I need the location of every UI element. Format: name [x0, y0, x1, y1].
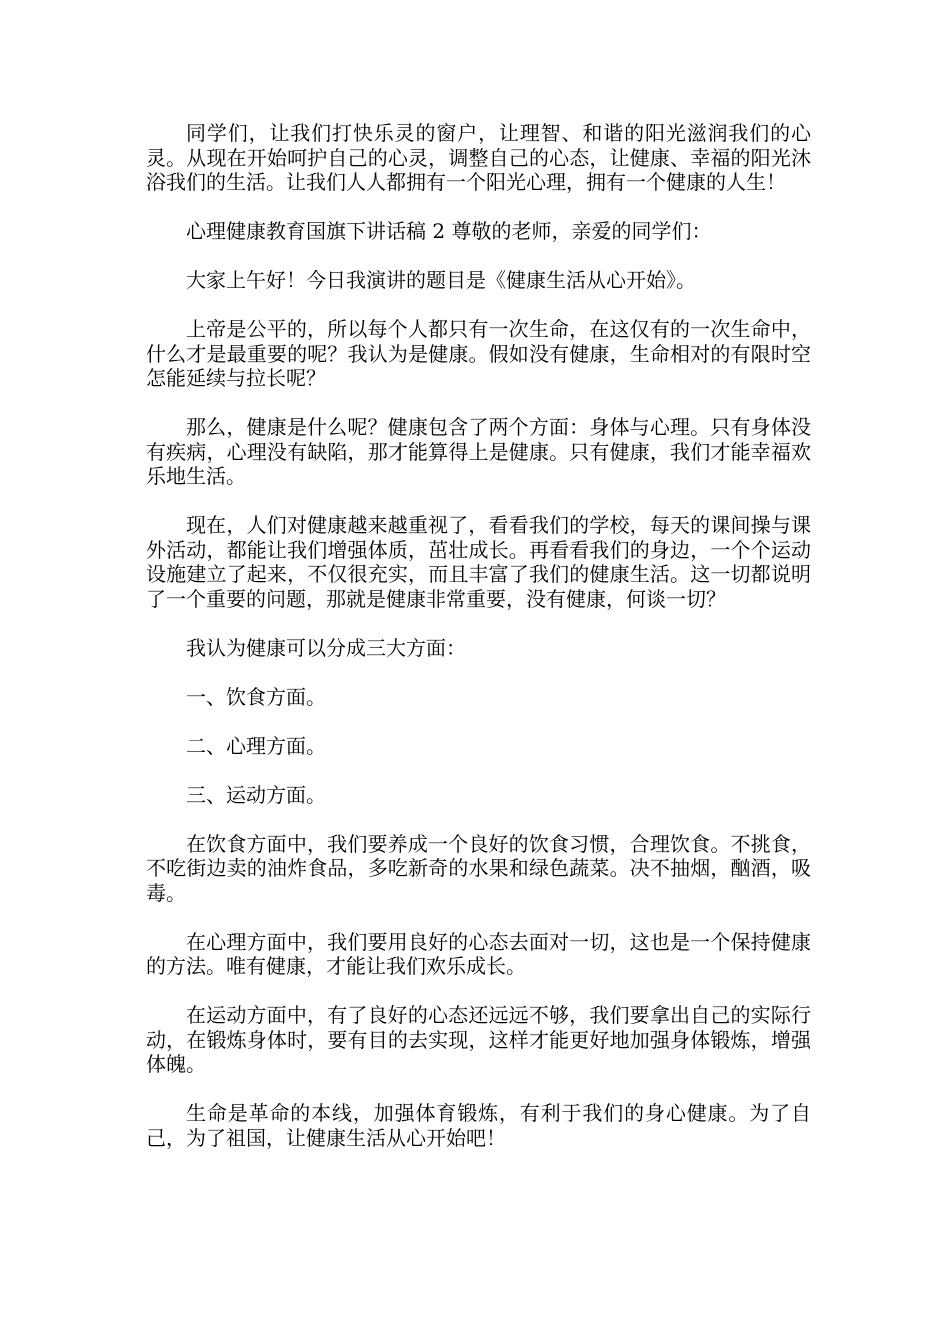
- paragraph-aspect-exercise: 三、运动方面。: [186, 782, 326, 807]
- paragraph-diet-detail: 在饮食方面中，我们要养成一个良好的饮食习惯，合理饮食。不挑食，不吃街边卖的油炸食品，多吃新奇的水果和绿色蔬菜。决不抽烟，酗酒，吸毒。: [146, 831, 811, 905]
- paragraph-aspect-mind: 二、心理方面。: [186, 733, 326, 758]
- paragraph-health-valued: 现在，人们对健康越来越重视了，看看我们的学校，每天的课间操与课外活动，都能让我们增强体质，茁壮成长。再看看我们的身边，一个个运动设施建立了起来，不仅很充实，而且丰富了我们的健康生活。这一切都说明了一个重要的问题，那就是健康非常重要，没有健康，何谈一切？: [146, 513, 811, 611]
- paragraph-what-is-health: 那么，健康是什么呢？健康包含了两个方面：身体与心理。只有身体没有疾病，心理没有缺陷，那才能算得上是健康。只有健康，我们才能幸福欢乐地生活。: [146, 415, 811, 488]
- paragraph-greeting: 大家上午好！今日我演讲的题目是《健康生活从心开始》。: [186, 268, 696, 292]
- paragraph-life-fairness: 上帝是公平的，所以每个人都只有一次生命，在这仅有的一次生命中，什么才是最重要的呢？我认为是健康。假如没有健康，生命相对的有限时空怎能延续与拉长呢？: [146, 317, 811, 390]
- paragraph-exercise-detail: 在运动方面中，有了良好的心态还远远不够，我们要拿出自己的实际行动，在锻炼身体时，要有目的去实现，这样才能更好地加强身体锻炼，增强体魄。: [146, 1003, 811, 1076]
- paragraph-closing-intro: 同学们，让我们打快乐灵的窗户，让理智、和谐的阳光滋润我们的心灵。从现在开始呵护自己的心灵，调整自己的心态，让健康、幸福的阳光沐浴我们的生活。让我们人人都拥有一个阳光心理，拥有一个健康的人生！: [146, 121, 811, 194]
- document-body: [146, 121, 811, 1175]
- paragraph-three-aspects: 我认为健康可以分成三大方面：: [186, 635, 466, 660]
- paragraph-mind-detail: 在心理方面中，我们要用良好的心态去面对一切，这也是一个保持健康的方法。唯有健康，才能让我们欢乐成长。: [146, 929, 811, 978]
- paragraph-speech-title: 心理健康教育国旗下讲话稿 2 尊敬的老师，亲爱的同学们：: [186, 219, 712, 243]
- paragraph-conclusion: 生命是革命的本线，加强体育锻炼，有利于我们的身心健康。为了自己，为了祖国，让健康生活从心开始吧！: [146, 1101, 811, 1150]
- paragraph-aspect-diet: 一、饮食方面。: [186, 684, 326, 709]
